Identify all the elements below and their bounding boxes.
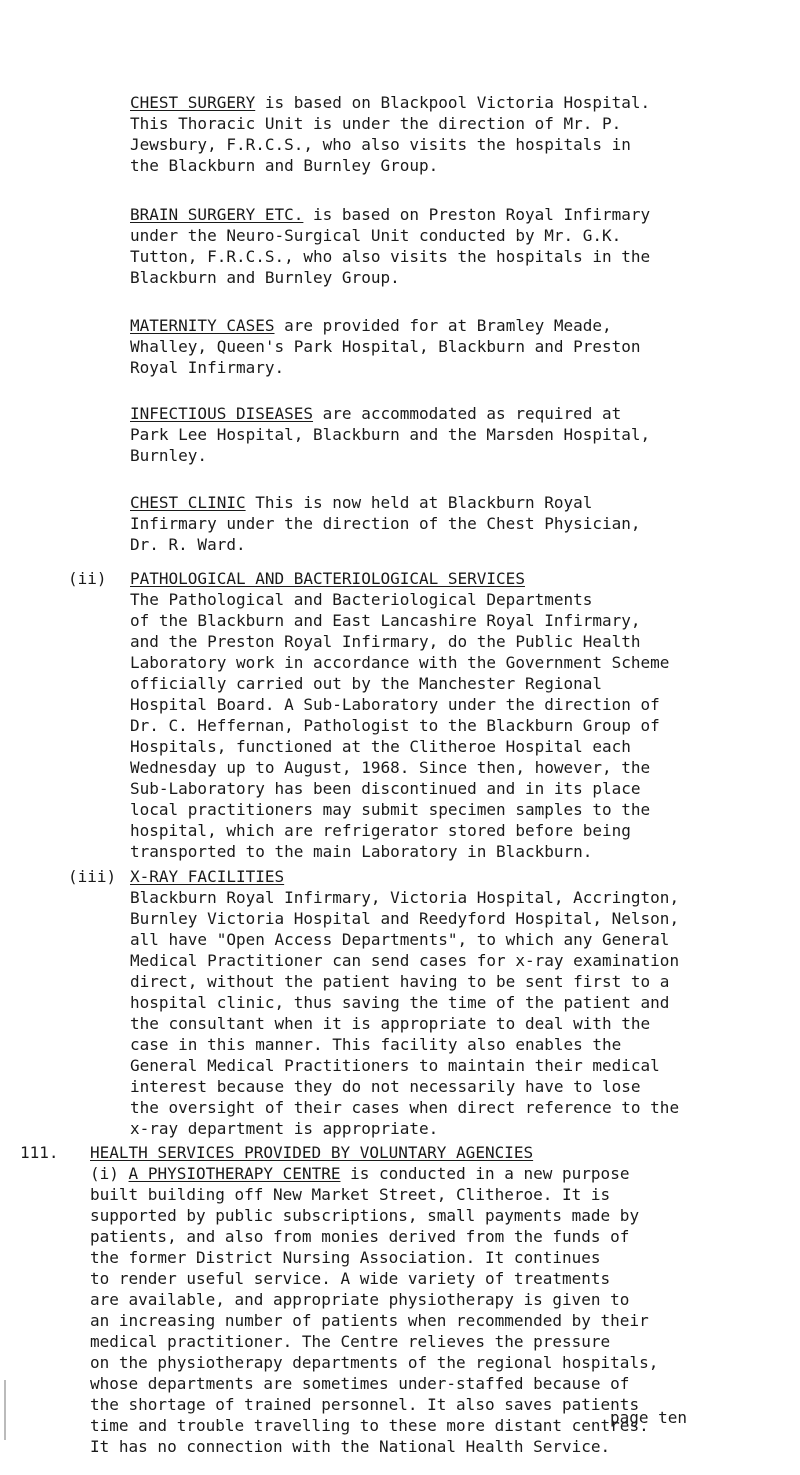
chest-surgery-heading: CHEST SURGERY xyxy=(130,93,256,112)
page-footer: page ten xyxy=(610,1408,688,1427)
brain-surgery-text: is based on Preston Royal Infirmary under the Neuro-Surgical Unit conducted by Mr. G.K. Tutton, F.R.C.S., who also visits the hospitals in the Blackburn and Burnley Group. xyxy=(130,205,651,287)
physio-text: is conducted in a new purpose built building off New Market Street, Clitheroe. It is supported by public subscriptions, small payments made by patients, and also from monies derived from the funds of the former District Nursing Association. It continues to render useful service. A wide variety of treatments are available, and appropriate physiotherapy is given to an increasing number of patients when recommended by their medical practitioner. The Centre relieves the pressure on the physiotherapy departments of the regional hospitals, whose departments are sometimes under-staffed because of the shortage of trained personnel. It also saves patients time and trouble travelling to these more distant centres. It has no connection with the National Health Service. xyxy=(90,1164,659,1456)
section-marker-iii: (iii) xyxy=(68,867,117,886)
pathology-text: The Pathological and Bacteriological Departments of the Blackburn and East Lancashire Royal Infirmary, and the Preston Royal Infirmary, do the Public Health Laboratory work in accordance with the Government Scheme officially carried out by the Manchester Regional Hospital Board. A Sub-Laboratory under the direction of Dr. C. Heffernan, Pathologist to the Blackburn Group of Hospitals, functioned at the Clitheroe Hospital each Wednesday up to August, 1968. Since then, however, the Sub-Laboratory has been discontinued and in its place local practitioners may submit specimen samples to the hospital, which are refrigerator stored before being transported to the main Laboratory in Blackburn. xyxy=(130,590,670,861)
maternity-paragraph xyxy=(130,315,780,378)
infectious-heading: INFECTIOUS DISEASES xyxy=(130,404,314,423)
brain-surgery-heading: BRAIN SURGERY ETC. xyxy=(130,205,304,224)
brain-surgery-paragraph xyxy=(130,204,780,288)
chest-clinic-heading: CHEST CLINIC xyxy=(130,493,246,512)
xray-heading: X-RAY FACILITIES xyxy=(130,867,285,886)
chest-clinic-text: This is now held at Blackburn Royal Infirmary under the direction of the Chest Physician, Dr. R. Ward. xyxy=(130,493,641,554)
pathology-heading: PATHOLOGICAL AND BACTERIOLOGICAL SERVICES xyxy=(130,569,525,588)
xray-section xyxy=(130,866,780,1139)
maternity-heading: MATERNITY CASES xyxy=(130,316,275,335)
section-marker-ii: (ii) xyxy=(68,569,107,588)
physio-sub-marker: (i) xyxy=(90,1164,119,1183)
maternity-text: are provided for at Bramley Meade, Whalley, Queen's Park Hospital, Blackburn and Preston Royal Infirmary. xyxy=(130,316,641,377)
chest-surgery-text: is based on Blackpool Victoria Hospital. This Thoracic Unit is under the direction of Mr. P. Jewsbury, F.R.C.S., who also visits the hospitals in the Blackburn and Burnley Group. xyxy=(130,93,651,175)
pathology-section xyxy=(130,568,780,862)
section-marker-111: 111. xyxy=(20,1143,59,1162)
xray-text: Blackburn Royal Infirmary, Victoria Hospital, Accrington, Burnley Victoria Hospital and Reedyford Hospital, Nelson, all have "Open Access Departments", to which any General Medical Practitioner can send cases for x-ray examination direct, without the patient having to be sent first to a hospital clinic, thus saving the time of the patient and the consultant when it is appropriate to deal with the case in this manner. This facility also enables the General Medical Practitioners to maintain their medical interest because they do not necessarily have to lose the oversight of their cases when direct reference to the x-ray department is appropriate. xyxy=(130,888,680,1138)
chest-surgery-paragraph xyxy=(130,92,780,176)
scan-edge-mark xyxy=(4,1380,6,1440)
voluntary-agencies-heading: HEALTH SERVICES PROVIDED BY VOLUNTARY AGENCIES xyxy=(90,1143,534,1162)
physio-heading: A PHYSIOTHERAPY CENTRE xyxy=(128,1164,341,1183)
infectious-paragraph xyxy=(130,403,780,466)
chest-clinic-paragraph xyxy=(130,492,780,555)
infectious-text: are accommodated as required at Park Lee Hospital, Blackburn and the Marsden Hospital, Burnley. xyxy=(130,404,651,465)
